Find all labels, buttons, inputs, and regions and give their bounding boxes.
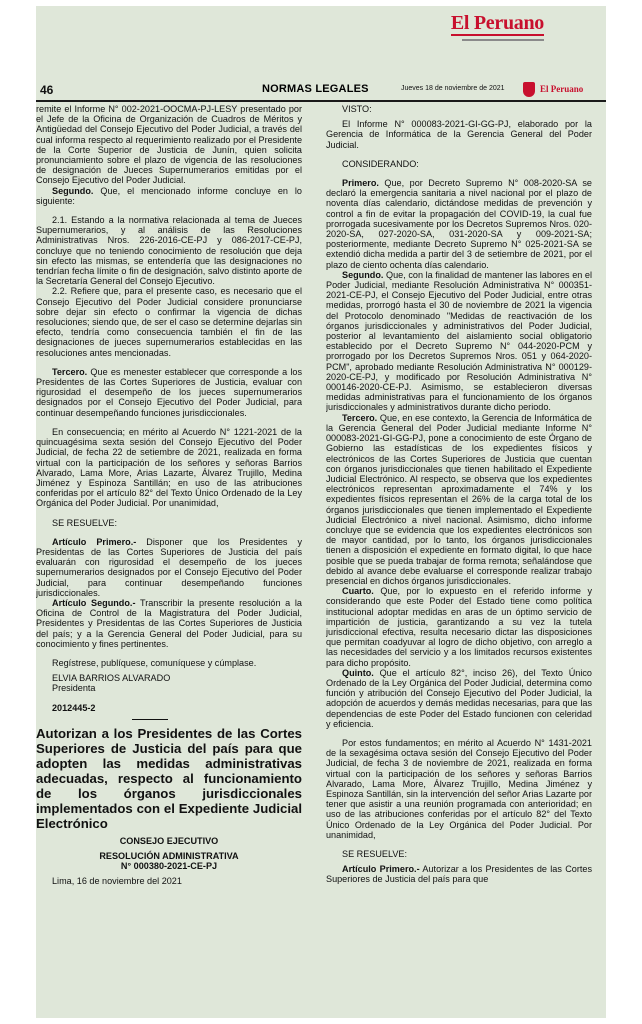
left-column <box>36 104 302 1012</box>
signer-title: Presidenta <box>52 683 96 694</box>
paragraph: En consecuencia; en mérito al Acuerdo N° 1221-2021 de la quincuagésima sexta sesión del Consejo Ejecutivo del Poder Judicial, de fecha 22 de setiembre de 2021, realizada en forma virtual con la participación de los señores y señoras Barrios Alvarado, Lama More, Arias Lazarte, Álvarez Trujillo, Medina Jiménez y Espinoza Santillán; en uso de las atribuciones conferidas por el artículo 82° del Texto Único Ordenado de la Ley Orgánica del Poder Judicial. Por unanimidad, <box>36 426 302 509</box>
article <box>36 537 302 598</box>
article <box>326 864 592 884</box>
paragraph: 2.2. Refiere que, para el presente caso, es necesario que el Consejo Ejecutivo del Poder Judicial considere pronunciarse sobre dejar sin efecto o confirmar la vigencia de dichas resoluciones; siendo que, de ser el caso se determine dejarlas sin efecto, tendría como consecuencia también el fin de las designaciones de jueces supernumerarios establecidas en las resoluciones antes mencionadas. <box>36 286 302 358</box>
paragraph-text: Que, por lo expuesto en el referido informe y considerando que este Poder del Estado tiene como política institucional adoptar medidas en aras de un óptimo servicio de impartición de justicia, garantizando a su vez la tutela jurisdiccional efectiva, resulta necesario dictar las disposiciones que permitan coadyuvar al logro de dicho objetivo, con arreglo a las necesidades del servicio y a los limitados recursos existentes para dicho propósito. <box>326 586 592 668</box>
article-text: Disponer que los Presidentes y Presidentas de las Cortes Superiores de Justicia del país evaluarán con rigurosidad el desempeño de los jueces supernumerarios designados por el Consejo Ejecutivo del Poder Judicial, para continuar desempeñando funciones jurisdiccionales. <box>36 536 302 598</box>
issuing-body: CONSEJO EJECUTIVO <box>119 835 219 846</box>
paragraph-lead: Tercero. <box>52 366 88 377</box>
article-lead: Artículo Segundo.- <box>52 597 136 608</box>
paragraph-lead: Segundo. <box>52 185 94 196</box>
paragraph-lead: Primero. <box>342 178 379 189</box>
paragraph <box>326 270 592 413</box>
resolution-title: RESOLUCIÓN ADMINISTRATIVA <box>99 850 239 861</box>
signer-name: ELVIA BARRIOS ALVARADO <box>52 673 171 684</box>
divider <box>132 719 168 720</box>
document-code: 2012445-2 <box>52 702 96 713</box>
paragraph-text: Que, en ese contexto, la Gerencia de Informática de la Gerencia General del Poder Judicial mediante Informe N° 000083-2021-GI-GG-PJ, pone a conocimiento de este Órgano de Gobierno las estadísticas de los expedientes físicos y electrónicos de las Cortes Superiores de Justicia que cuentan con órganos jurisdiccionales que tienen habilitado el Expediente Judicial Electrónico. Al respecto, se observa que los expedientes electrónicos representan aproximadamente el 74% y los expedientes físicos representan el 26% de la carga total de los órganos jurisdiccionales que tienen implementado el Expediente Judicial Electrónico a nivel nacional. Asimismo, dicho informe concluye que se evidencia que los expedientes electrónicos son de mayor cantidad, por lo tanto, los órganos jurisdiccionales tienen a disposición el expediente en formato digital, lo que hace posible que se pueda trabajar de forma remota; señalándose que debido al avance debe evaluarse el corresponde realizar trabajo presencial en dichos órganos jurisdiccionales. <box>326 412 592 586</box>
masthead-logo: El Peruano <box>450 12 544 34</box>
resolution-number: N° 000380-2021-CE-PJ <box>120 861 218 872</box>
paragraph <box>36 186 302 206</box>
article-headline: Autorizan a los Presidentes de las Cortes Superiores de Justicia del país para que adopten las medidas administrativas adecuadas, respecto al funcionamiento de los órganos jurisdiccionales implementados con el Expediente Judicial Electrónico <box>36 725 302 831</box>
masthead <box>36 6 606 46</box>
paragraph <box>326 413 592 586</box>
issue-date: Jueves 18 de noviembre de 2021 <box>401 85 505 92</box>
paragraph-lead: Tercero. <box>342 412 378 423</box>
right-column <box>326 104 592 1012</box>
paragraph <box>326 668 592 729</box>
place-date: Lima, 16 de noviembre del 2021 <box>52 876 182 887</box>
paragraph-text: Que, el mencionado informe concluye en lo siguiente: <box>36 185 302 206</box>
page-header <box>36 82 606 102</box>
paragraph-text: Que es menester establecer que corresponde a los Presidentes de las Cortes Superiores de Justicia, evaluar con rigurosidad el desempeño de los jueces supernumerarios designados por el Consejo Ejecutivo del Poder Judicial, para continuar desempeñando funciones jurisdiccionales. <box>36 366 302 418</box>
article-text: Autorizar a los Presidentes de las Cortes Superiores de Justicia del país para que <box>326 864 592 885</box>
paragraph: El Informe N° 000083-2021-GI-GG-PJ, elaborado por la Gerencia de Informática de la Gerencia General del Poder Judicial. <box>326 119 592 150</box>
article-text: Transcribir la presente resolución a la Oficina de Control de la Magistratura del Poder Judicial, Presidentes y Presidentas de las Cortes Superiores de Justicia del país; y a la Gerencia General del Poder Judicial, para su conocimiento y fines pertinentes. <box>36 597 302 649</box>
considerando-heading: CONSIDERANDO: <box>342 158 419 169</box>
page-number: 46 <box>40 83 54 97</box>
article-lead: Artículo Primero.- <box>52 536 137 547</box>
paragraph <box>326 586 592 668</box>
newspaper-page <box>36 6 606 1018</box>
article-lead: Artículo Primero.- <box>342 864 420 875</box>
resuelve-heading: SE RESUELVE: <box>52 517 118 528</box>
resuelve-heading: SE RESUELVE: <box>342 849 408 860</box>
closing-line: Regístrese, publíquese, comuníquese y cúmplase. <box>52 657 257 668</box>
paragraph: 2.1. Estando a la normativa relacionada al tema de Jueces Supernumerarios, y al análisis de las Resoluciones Administrativas Nros. 226-2016-CE-PJ y 086-2017-CE-PJ, concluye que no teniendo conocimiento de resolución que deja sin efecto las mismas, se entendería que las designaciones no tendrían fecha límite o fin de designación, salvo distinto aporte de la Secretaría General del Consejo Ejecutivo. <box>36 215 302 287</box>
paragraph-text: Que, con la finalidad de mantener las labores en el Poder Judicial, mediante Resolución Administrativa N° 000351-2021-CE-PJ, el Consejo Ejecutivo del Poder Judicial, entre otras medidas, prorrogó hasta el 30 de noviembre de 2021 la vigencia del Protocolo denominado "Medidas de reactivación de los órganos jurisdiccionales y administrativos del Poder Judicial, posterior al levantamiento del aislamiento social obligatorio establecido por el Decreto Supremo N° 044-2020-PCM y prorrogado por los Decretos Supremos Nros. 051 y 064-2020-PCM", aprobado mediante Resolución Administrativa N° 000129-2020-CE-PJ, y modificado por Resolución Administrativa N° 000146-2020-CE-PJ. Asimismo, se establecieron diversas medidas administrativas para el funcionamiento de los órganos jurisdiccionales y administrativos durante dicho periodo. <box>326 269 592 413</box>
paragraph-lead: Quinto. <box>342 667 374 678</box>
visto-heading: VISTO: <box>342 104 372 114</box>
paragraph: Por estos fundamentos; en mérito al Acuerdo N° 1431-2021 de la sexagésima octava sesión del Consejo Ejecutivo del Poder Judicial, de fecha 3 de noviembre de 2021, realizada en forma virtual con la participación de los señores y señoras Barrios Alvarado, Lama More, Álvarez Trujillo, Medina Jiménez y Espinoza Santillán, sin la intervención del señor Arias Lazarte por tener que asistir a una reunión programada con anterioridad; en uso de las atribuciones conferidas por el artículo 82° del Texto Único Ordenado de la Ley Orgánica del Poder Judicial. Por unanimidad, <box>326 737 592 840</box>
paragraph-lead: Segundo. <box>342 269 384 280</box>
paragraph: remite el Informe N° 002-2021-OOCMA-PJ-LESY presentado por el Jefe de la Oficina de Organización de Cuadros de Méritos y Antigüedad del Consejo Ejecutivo del Poder Judicial, a través del cual informa respecto al requerimiento realizado por el Presidente de la Corte Superior de Justicia de Junín, quien solicita pronunciamiento sobre el plazo de vigencia de las resoluciones de designación de Jueces Supernumerarios emitidas por el Consejo Ejecutivo del Poder Judicial. <box>36 104 302 186</box>
paragraph <box>326 178 592 270</box>
masthead-logo-underline <box>462 39 544 41</box>
paragraph <box>36 367 302 418</box>
paragraph-text: Que, por Decreto Supremo N° 008-2020-SA se declaró la emergencia sanitaria a nivel nacional por el plazo de noventa días calendario, dictándose medidas de prevención y control a fin de evitar la propagación del COVID-19, la cual fue prorrogada sucesivamente por los Decretos Supremos Nros. 020-2020-SA, 027-2020-SA, 031-2020-SA y 009-2021-SA; posteriormente, mediante Decreto Supremo N° 025-2021-SA se extendió dicha medida a partir del 3 de setiembre de 2021, por el plazo de ciento ochenta días calendario. <box>326 178 592 270</box>
coat-of-arms-icon <box>523 82 535 97</box>
paragraph-lead: Cuarto. <box>342 586 374 597</box>
article <box>36 598 302 649</box>
header-logo: El Peruano <box>540 84 584 94</box>
section-title: NORMAS LEGALES <box>262 83 369 95</box>
paragraph-text: Que el artículo 82°, inciso 26), del Texto Único Ordenado de la Ley Orgánica del Poder Judicial, determina como función y atribución del Consejo Ejecutivo del Poder Judicial, la adopción de acuerdos y demás medidas necesarias, para que las dependencias de este Poder del Estado funcionen con celeridad y eficiencia. <box>326 667 592 729</box>
